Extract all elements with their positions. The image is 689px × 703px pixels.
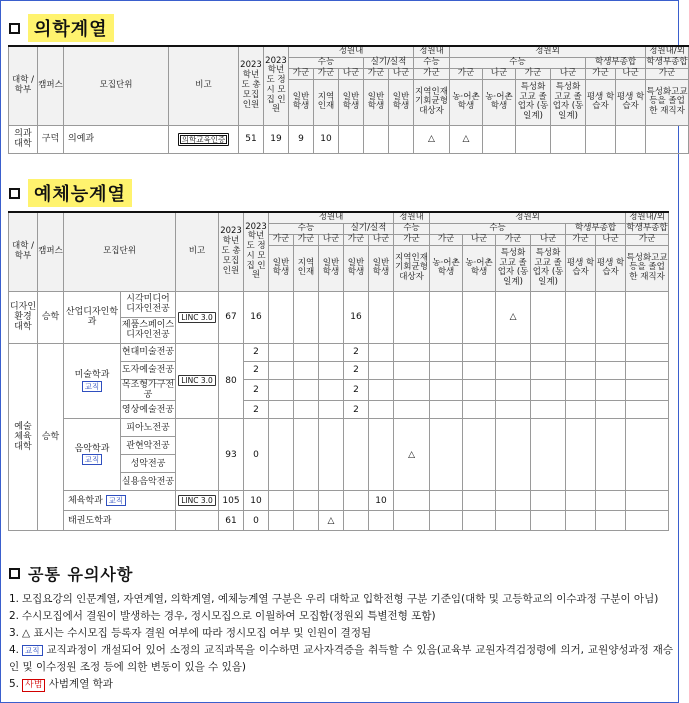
arts-division: 예술 체육 대학 <box>9 343 38 531</box>
fine-art-unit: 미술학과 <box>74 370 110 381</box>
header-regular: 2023 학년도 정시 모집 인원 <box>264 46 289 125</box>
header-tier: 가군 <box>294 234 319 245</box>
note-item: 5. 사범 사범계열 학과 <box>9 678 113 690</box>
medicine-total: 51 <box>239 125 264 153</box>
square-bullet-icon <box>9 23 20 34</box>
note-item: 4. 교직 교직과정이 개설되어 있어 소정의 교직과목을 이수하면 교사자격증을 취득할 수 있음(교육부 교원자격검정령에 의거, 교원양성과정 재승인 및 이수정원 조정 등에 의한 변동이 있을 수 있음) <box>9 644 673 673</box>
header-applicant-type: 일반 학생 <box>289 79 314 125</box>
taekwondo-unit: 태권도학과 <box>64 511 176 531</box>
header-applicant-type: 일반 학생 <box>319 245 344 291</box>
header-applicant-type: 평생 학습자 <box>566 245 596 291</box>
fine-art-total: 80 <box>219 343 244 419</box>
common-notes <box>9 562 673 693</box>
header-tier: 나군 <box>369 234 394 245</box>
header-unit: 모집단위 <box>64 212 176 291</box>
header-campus: 캠퍼스 <box>38 212 64 291</box>
physical-note-cell <box>176 491 219 511</box>
header-tier: 가군 <box>314 68 339 79</box>
fine-art-regular: 2 <box>244 379 269 401</box>
medicine-accreditation-badge: 의학교육인증 <box>178 133 229 146</box>
square-bullet-icon <box>9 188 20 199</box>
fine-art-major: 도자예술전공 <box>121 361 176 379</box>
notes-title <box>9 562 673 585</box>
header-suneung-out: 수능 <box>430 223 566 234</box>
education-badge: 사범 <box>22 679 45 692</box>
physical-total: 105 <box>219 491 244 511</box>
industrial-design-major: 제품스페이스 디자인전공 <box>121 317 176 343</box>
header-applicant-type: 특성화 고교 졸업자 (동일계) <box>551 79 586 125</box>
header-applicant-type: 일반 학생 <box>344 245 369 291</box>
taekwondo-regular: 0 <box>244 511 269 531</box>
fine-art-practical: 2 <box>344 343 369 361</box>
music-regular: 0 <box>244 419 269 491</box>
header-applicant-type: 일반 학생 <box>339 79 364 125</box>
header-in-out-quota: 정원내/외 <box>646 46 689 57</box>
table-row-industrial-design <box>9 291 669 317</box>
medicine-cell <box>616 125 646 153</box>
header-applicant-type: 일반 학생 <box>364 79 389 125</box>
header-applicant-type: 특성화 고교 졸업자 (동일계) <box>496 245 531 291</box>
industrial-design-unit: 산업디자인학과 <box>64 291 121 343</box>
header-student-record-2: 학생부종합 <box>646 56 688 67</box>
medicine-cell: △ <box>414 125 450 153</box>
note-item: 3. △ 표시는 수시모집 등록자 결원 여부에 따라 정시모집 여부 및 인원이 결정됨 <box>9 627 372 639</box>
fine-art-regular: 2 <box>244 343 269 361</box>
medicine-cell: △ <box>450 125 483 153</box>
header-tier: 나군 <box>596 234 626 245</box>
header-suneung-small: 수능 <box>394 223 430 234</box>
physical-unit-cell <box>64 491 176 511</box>
physical-practical: 10 <box>369 491 394 511</box>
note-item: 1. 모집요강의 인문계열, 자연계열, 의학계열, 예체능계열 구분은 우리 대학교 입학전형 구분 기준임(대학 및 고등학교의 이수과정 구분이 아님) <box>9 593 659 605</box>
header-student-record: 학생부종합 <box>566 223 626 234</box>
medicine-division: 의과 대학 <box>9 125 38 153</box>
teacher-badge: 교직 <box>82 454 103 465</box>
header-suneung: 수능 <box>289 57 364 68</box>
industrial-design-practical: 16 <box>344 291 369 343</box>
medicine-cell <box>516 125 551 153</box>
header-tier: 가군 <box>496 234 531 245</box>
header-tier: 가군 <box>516 68 551 79</box>
header-tier: 나군 <box>319 234 344 245</box>
fine-art-practical: 2 <box>344 379 369 401</box>
header-tier: 나군 <box>483 68 516 79</box>
header-applicant-type: 농·어촌 학생 <box>430 245 463 291</box>
header-applicant-type: 농·어촌 학생 <box>450 79 483 125</box>
header-in-quota: 정원내 <box>289 46 414 57</box>
medicine-section-title <box>9 14 114 42</box>
header-applicant-type: 특성화고교 등을 졸업한 재직자 <box>646 79 689 125</box>
physical-unit: 체육학과 <box>68 496 103 507</box>
header-applicant-type: 농·어촌 학생 <box>463 245 496 291</box>
medicine-cell <box>483 125 516 153</box>
arts-section-title <box>9 179 132 207</box>
header-tier: 가군 <box>289 68 314 79</box>
header-tier: 가군 <box>566 234 596 245</box>
header-practical: 실기/실적 <box>344 223 394 234</box>
header-applicant-type: 특성화 고교 졸업자 (동일계) <box>531 245 566 291</box>
fine-art-note-cell <box>176 343 219 419</box>
medicine-campus: 구덕 <box>38 125 64 153</box>
header-applicant-type: 일반 학생 <box>269 245 294 291</box>
header-tier: 가군 <box>394 234 430 245</box>
header-out-quota: 정원외 <box>430 212 626 223</box>
fine-art-unit-cell <box>64 343 121 419</box>
header-tier: 가군 <box>364 68 389 79</box>
music-unit: 음악학과 <box>74 444 110 455</box>
header-applicant-type: 평생 학습자 <box>586 79 616 125</box>
table-row-physical <box>9 491 669 511</box>
music-major: 실용음악전공 <box>121 473 176 491</box>
fine-art-regular: 2 <box>244 361 269 379</box>
music-total: 93 <box>219 419 244 491</box>
medicine-cell <box>339 125 364 153</box>
header-applicant-type: 지역 인재 <box>314 79 339 125</box>
header-in-quota-2: 정원내 <box>414 46 450 57</box>
medicine-cell <box>646 125 689 153</box>
teacher-badge: 교직 <box>22 645 43 656</box>
linc-badge: LINC 3.0 <box>178 375 216 386</box>
fine-art-practical: 2 <box>344 401 369 419</box>
header-in-quota-2: 정원내 <box>394 212 430 223</box>
square-bullet-icon <box>9 568 20 579</box>
header-total: 2023 학년도 총 모집 인원 <box>219 212 244 291</box>
header-campus: 캠퍼스 <box>38 46 64 125</box>
header-applicant-type: 지역인재 기회균형 대상자 <box>414 79 450 125</box>
table-row-fine-art <box>9 343 669 361</box>
fine-art-regular: 2 <box>244 401 269 419</box>
header-applicant-type: 농·어촌 학생 <box>483 79 516 125</box>
header-practical: 실기/실적 <box>364 57 414 68</box>
header-tier: 나군 <box>389 68 414 79</box>
header-division: 대학 / 학부 <box>9 46 38 125</box>
header-tier: 가군 <box>646 68 689 79</box>
header-applicant-type: 특성화고교 등을 졸업한 재직자 <box>626 245 669 291</box>
teacher-badge: 교직 <box>106 495 127 506</box>
fine-art-major: 목조형가구전공 <box>121 379 175 401</box>
linc-badge: LINC 3.0 <box>178 495 216 506</box>
medicine-regular: 19 <box>264 125 289 153</box>
header-student-record-2: 학생부종합 <box>626 222 668 233</box>
industrial-design-total: 67 <box>219 291 244 343</box>
arts-admission-table <box>8 211 669 531</box>
header-applicant-type: 평생 학습자 <box>616 79 646 125</box>
header-suneung-small: 수능 <box>414 57 450 68</box>
notes-title-text: 공통 유의사항 <box>28 565 134 584</box>
fine-art-practical: 2 <box>344 361 369 379</box>
header-tier: 나군 <box>339 68 364 79</box>
header-tier: 나군 <box>531 234 566 245</box>
header-tier: 가군 <box>344 234 369 245</box>
header-tier: 가군 <box>450 68 483 79</box>
medicine-cell <box>364 125 389 153</box>
design-campus: 승학 <box>38 291 64 343</box>
fine-art-major: 영상예술전공 <box>121 401 176 419</box>
header-total: 2023 학년도 총 모집 인원 <box>239 46 264 125</box>
header-applicant-type: 지역 인재 <box>294 245 319 291</box>
note-item: 2. 수시모집에서 결원이 발생하는 경우, 정시모집으로 이월하여 모집함(정원외 특별전형 포함) <box>9 610 436 622</box>
header-applicant-type: 지역인재 기회균형 대상자 <box>394 245 430 291</box>
medicine-unit: 의예과 <box>64 125 169 153</box>
header-applicant-type: 일반 학생 <box>369 245 394 291</box>
header-applicant-type: 평생 학습자 <box>596 245 626 291</box>
header-tier: 나군 <box>616 68 646 79</box>
header-tier: 가군 <box>430 234 463 245</box>
industrial-design-major: 시각미디어 디자인전공 <box>121 291 176 317</box>
header-tier: 가군 <box>626 234 669 245</box>
industrial-design-specialized: △ <box>496 291 531 343</box>
table-row-taekwondo <box>9 511 669 531</box>
fine-art-major: 현대미술전공 <box>121 343 176 361</box>
medicine-note-cell <box>169 125 239 153</box>
table-row-music <box>9 419 669 437</box>
header-applicant-type: 특성화 고교 졸업자 (동일계) <box>516 79 551 125</box>
header-student-record: 학생부종합 <box>586 57 646 68</box>
header-in-quota: 정원내 <box>269 212 394 223</box>
header-tier: 나군 <box>551 68 586 79</box>
music-major: 관현악전공 <box>121 437 176 455</box>
header-tier: 가군 <box>414 68 450 79</box>
notes-list <box>9 591 673 693</box>
medicine-title-text: 의학계열 <box>28 14 114 42</box>
header-unit: 모집단위 <box>64 46 169 125</box>
taekwondo-suneung: △ <box>319 511 344 531</box>
header-suneung-out: 수능 <box>450 57 586 68</box>
header-note: 비고 <box>176 212 219 291</box>
header-tier: 나군 <box>463 234 496 245</box>
medicine-cell: 9 <box>289 125 314 153</box>
industrial-design-note-cell <box>176 291 219 343</box>
header-tier: 가군 <box>269 234 294 245</box>
header-regular: 2023 학년도 정시 모집 인원 <box>244 212 269 291</box>
industrial-design-regular: 16 <box>244 291 269 343</box>
design-division: 디자인 환경 대학 <box>9 291 38 343</box>
music-major: 피아노전공 <box>121 419 176 437</box>
header-division: 대학 / 학부 <box>9 212 38 291</box>
teacher-badge: 교직 <box>82 381 103 392</box>
music-opportunity: △ <box>394 419 430 491</box>
header-suneung: 수능 <box>269 223 344 234</box>
medicine-admission-table <box>8 45 689 154</box>
taekwondo-total: 61 <box>219 511 244 531</box>
medicine-cell <box>551 125 586 153</box>
medicine-cell: 10 <box>314 125 339 153</box>
header-tier: 가군 <box>586 68 616 79</box>
header-applicant-type: 일반 학생 <box>389 79 414 125</box>
music-unit-cell <box>64 419 121 491</box>
medicine-cell <box>389 125 414 153</box>
medicine-cell <box>586 125 616 153</box>
music-major: 성악전공 <box>121 455 176 473</box>
header-out-quota: 정원외 <box>450 46 646 57</box>
header-in-out-quota: 정원내/외 <box>626 212 669 223</box>
physical-regular: 10 <box>244 491 269 511</box>
arts-title-text: 예체능계열 <box>28 179 132 207</box>
arts-campus: 승학 <box>38 343 64 531</box>
table-row-medicine <box>9 125 689 153</box>
linc-badge: LINC 3.0 <box>178 312 216 323</box>
header-note: 비고 <box>169 46 239 125</box>
